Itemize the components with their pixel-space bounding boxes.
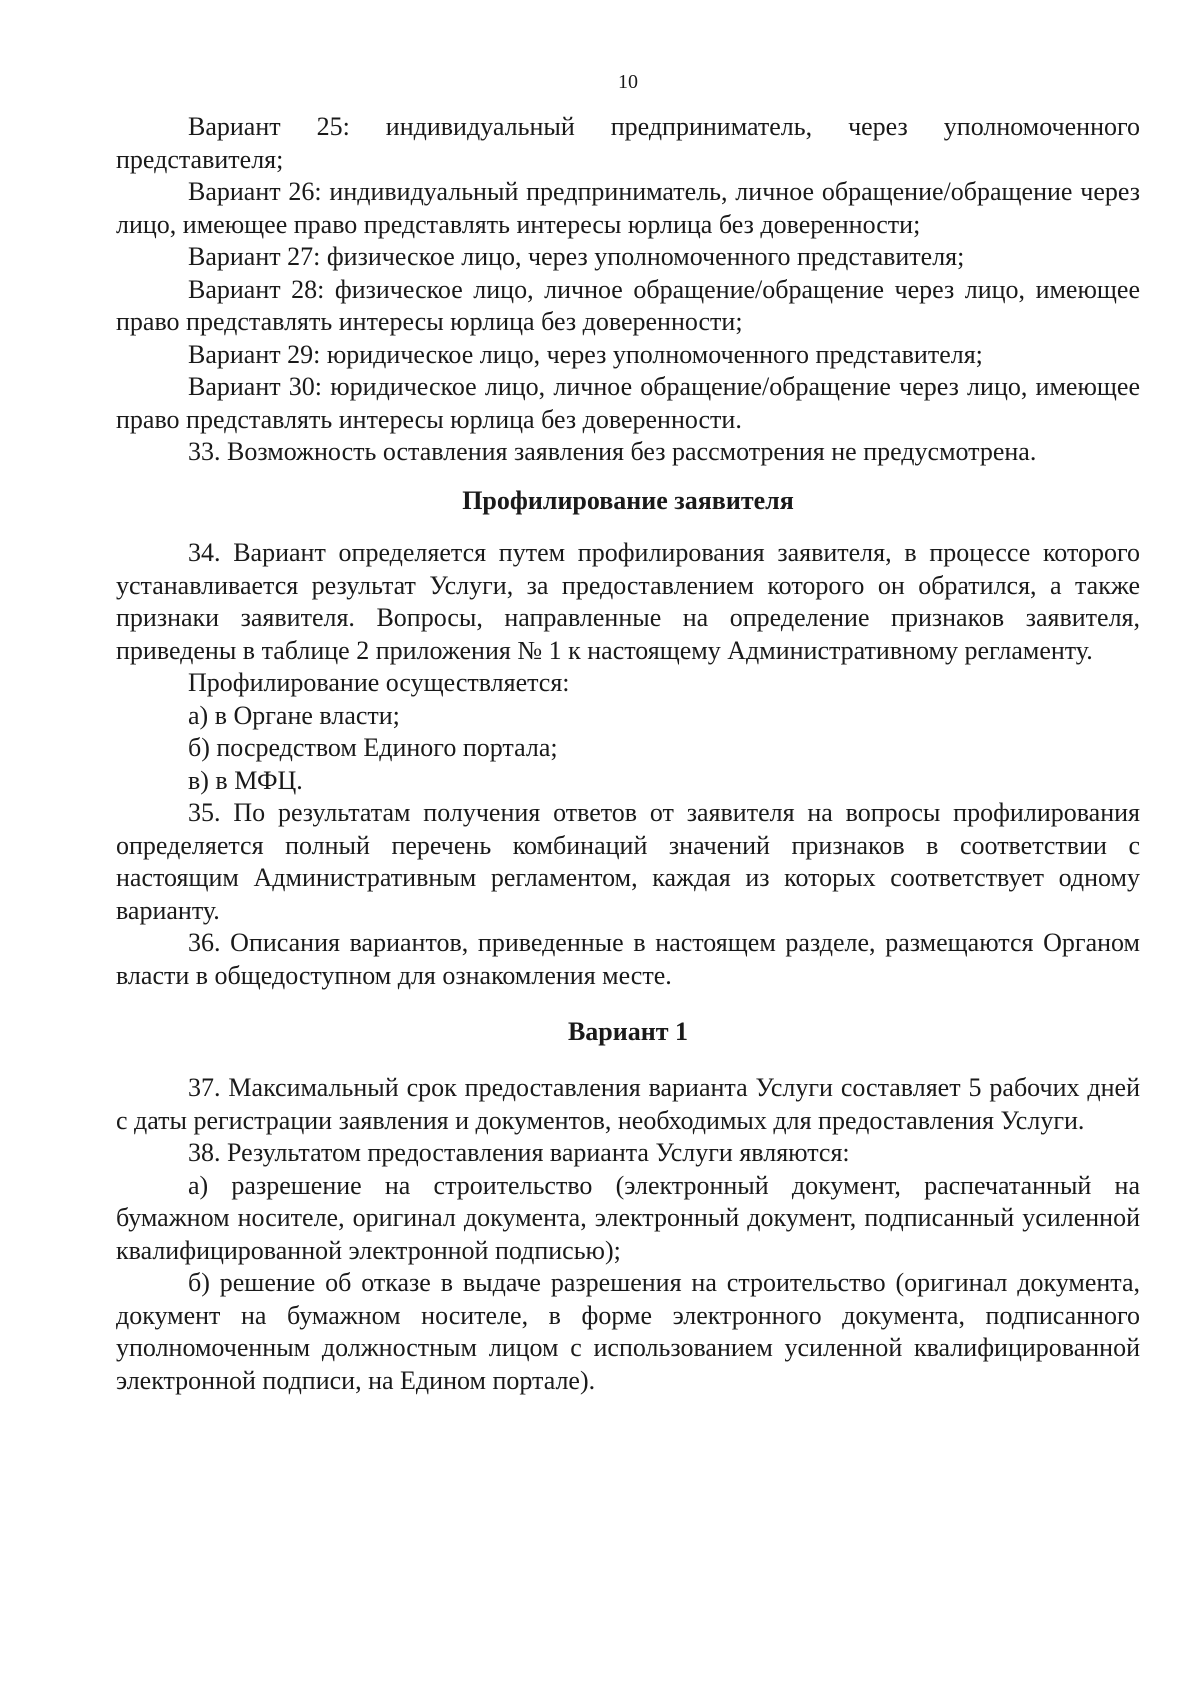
- paragraph-item-38: 38. Результатом предоставления варианта Услуги являются:: [188, 1138, 850, 1167]
- paragraph-item-33: 33. Возможность оставления заявления без рассмотрения не предусмотрена.: [188, 437, 1037, 466]
- paragraph-variant-25: Вариант 25: индивидуальный предприниматель, через уполномоченного представителя;: [116, 112, 1140, 174]
- variants-list: [116, 111, 1140, 469]
- paragraph-variant-29: Вариант 29: юридическое лицо, через уполномоченного представителя;: [188, 339, 983, 369]
- result-item-b: б) решение об отказе в выдаче разрешения на строительство (оригинал документа, документ на бумажном носителе, в форме электронного документа, подписанного уполномоченным должностным лицом с использованием усиленной квалифицированной электронной подписи, на Едином портале).: [116, 1268, 1140, 1395]
- section-heading-profiling: Профилирование заявителя: [462, 486, 794, 515]
- page-number: 10: [618, 71, 638, 93]
- section-heading-variant-1: Вариант 1: [567, 1017, 689, 1046]
- section-profiling-heading-block: [116, 485, 1140, 518]
- section-variant1-heading-block: [116, 1016, 1140, 1049]
- paragraph-variant-27: Вариант 27: физическое лицо, через уполномоченного представителя;: [188, 242, 965, 271]
- list-item-v: в) в МФЦ.: [188, 765, 303, 795]
- paragraph-variant-28: Вариант 28: физическое лицо, личное обращение/обращение через лицо, имеющее право представлять интересы юрлица без доверенности;: [116, 274, 1140, 336]
- paragraph-item-35: 35. По результатам получения ответов от заявителя на вопросы профилирования определяется полный перечень комбинаций значений признаков в соответствии с настоящим Административным регламентом, каждая из которых соответствует одному варианту.: [116, 798, 1140, 925]
- paragraph-profiling-intro: Профилирование осуществляется:: [188, 668, 570, 697]
- paragraph-variant-30: Вариант 30: юридическое лицо, личное обращение/обращение через лицо, имеющее право представлять интересы юрлица без доверенности.: [116, 372, 1140, 434]
- list-item-a: а) в Органе власти;: [188, 700, 400, 730]
- section-variant-1: [116, 1072, 1140, 1397]
- list-item-b: б) посредством Единого портала;: [188, 733, 558, 762]
- section-profiling: [116, 537, 1140, 992]
- paragraph-item-36: 36. Описания вариантов, приведенные в настоящем разделе, размещаются Органом власти в общедоступном для ознакомления месте.: [116, 928, 1140, 990]
- paragraph-variant-26: Вариант 26: индивидуальный предприниматель, личное обращение/обращение через лицо, имеющее право представлять интересы юрлица без доверенности;: [116, 177, 1140, 239]
- paragraph-item-37: 37. Максимальный срок предоставления варианта Услуги составляет 5 рабочих дней с даты регистрации заявления и документов, необходимых для предоставления Услуги.: [116, 1073, 1140, 1135]
- paragraph-item-34: 34. Вариант определяется путем профилирования заявителя, в процессе которого устанавливается результат Услуги, за предоставлением которого он обратился, а также признаки заявителя. Вопросы, направленные на определение признаков заявителя, приведены в таблице 2 приложения № 1 к настоящему Административному регламенту.: [116, 538, 1140, 665]
- result-item-a: а) разрешение на строительство (электронный документ, распечатанный на бумажном носителе, оригинал документа, электронный документ, подписанный усиленной квалифицированной электронной подписью);: [116, 1170, 1140, 1265]
